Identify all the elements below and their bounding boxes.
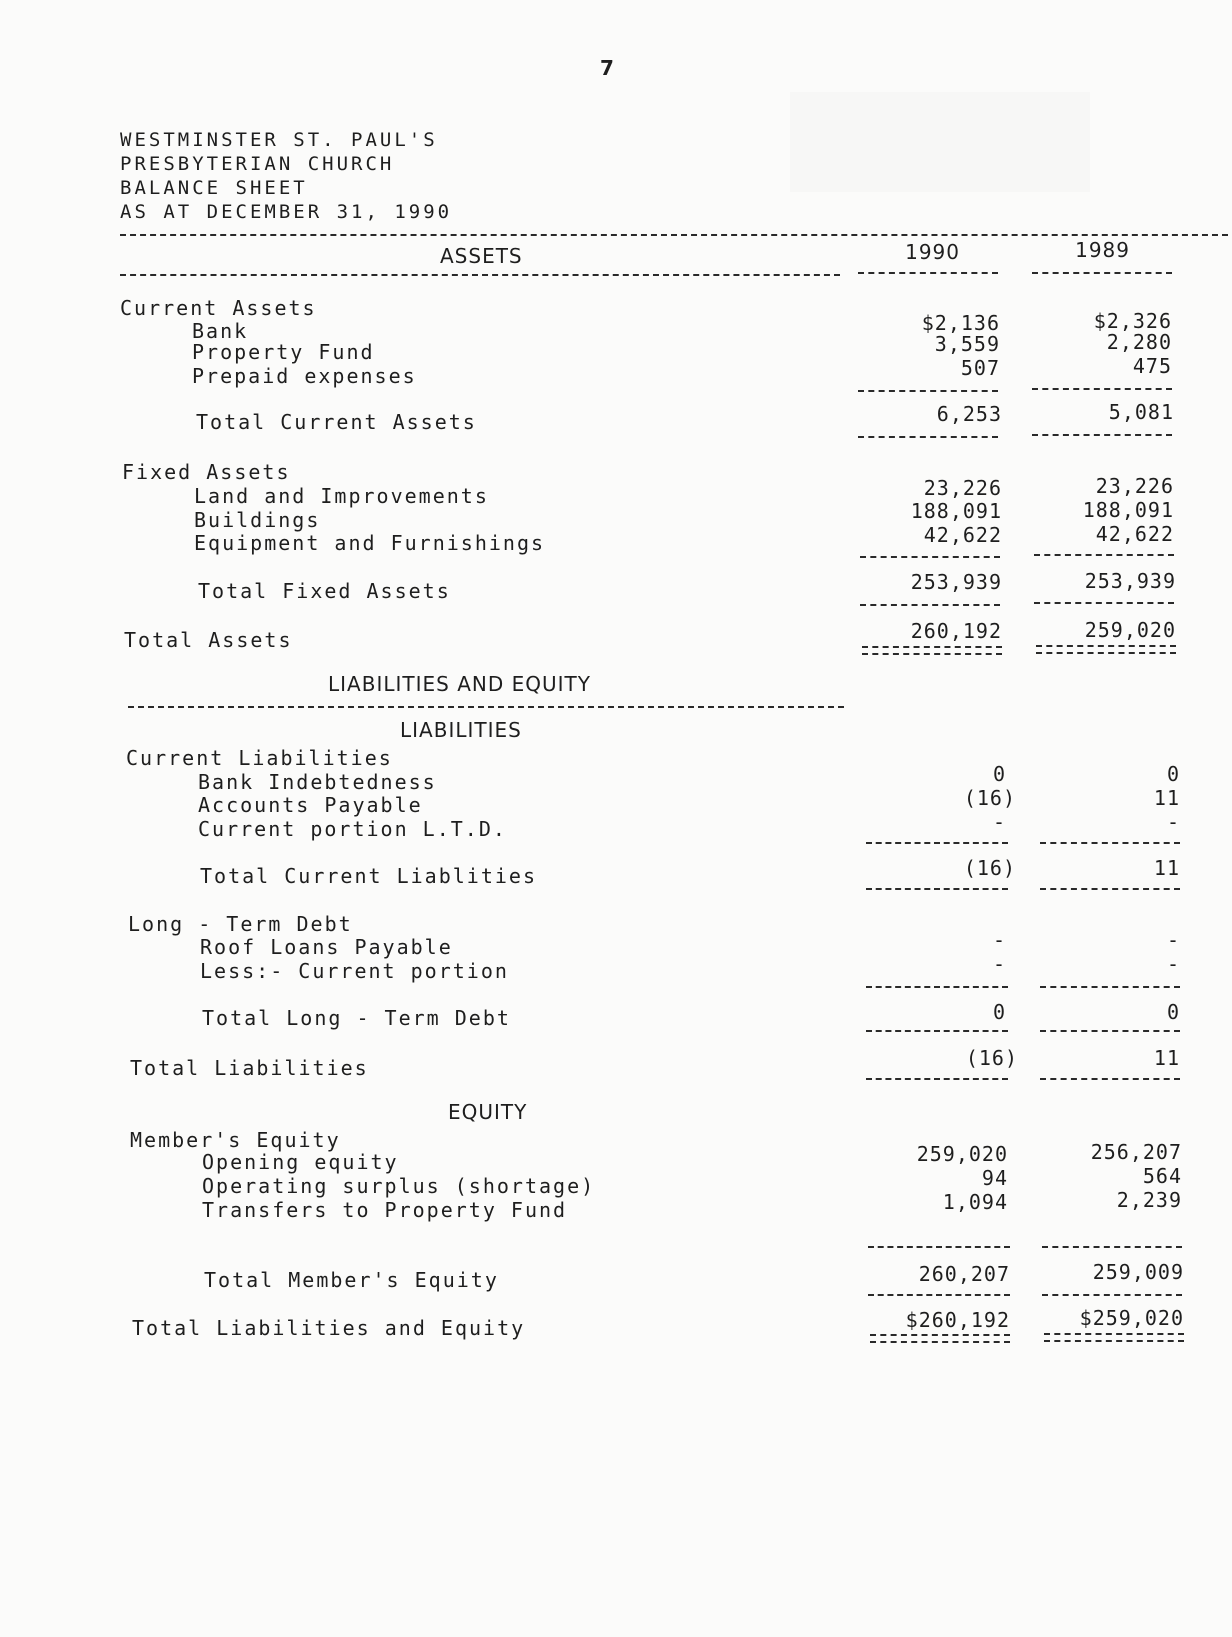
- subtotal-rule-fixed-col1: [860, 556, 1000, 558]
- value-1989-bank: $2,326: [1093, 309, 1172, 333]
- equity-heading: EQUITY: [448, 1100, 528, 1124]
- page-number: 7: [600, 56, 615, 80]
- section-label-long-term-debt: Long - Term Debt: [128, 912, 353, 936]
- row-label-buildings: Buildings: [194, 508, 321, 532]
- value-1990-total-members-equity: 260,207: [918, 1262, 1010, 1286]
- section-label-current-assets: Current Assets: [120, 296, 317, 320]
- total-rule-fixed-col2: [1034, 602, 1174, 604]
- subtotal-rule-cl-col2: [1040, 842, 1180, 844]
- value-1990-total-liabilities-equity: $260,192: [905, 1308, 1010, 1332]
- value-1990-property-fund: 3,559: [934, 332, 1000, 356]
- row-label-equipment-furnishings: Equipment and Furnishings: [194, 531, 546, 555]
- assets-heading: ASSETS: [440, 244, 523, 268]
- section-label-current-liabilities: Current Liabilities: [126, 746, 393, 770]
- total-rule-equity-col2: [1042, 1294, 1182, 1296]
- subtotal-rule-equity-col1: [868, 1246, 1010, 1248]
- value-1989-total-current-liabilities: 11: [1153, 856, 1180, 880]
- value-1989-transfers-property-fund: 2,239: [1116, 1188, 1182, 1212]
- value-1990-equipment-furnishings: 42,622: [923, 523, 1002, 547]
- value-1990-total-current-assets: 6,253: [936, 402, 1002, 426]
- subtotal-rule-equity-col2: [1042, 1246, 1182, 1248]
- value-1990-bank-indebtedness: 0: [992, 762, 1006, 786]
- row-label-total-liabilities-equity: Total Liabilities and Equity: [132, 1316, 526, 1340]
- value-1990-total-liabilities: (16): [965, 1046, 1018, 1070]
- value-1990-bank: $2,136: [921, 311, 1000, 335]
- bleed-through-shadow: [790, 92, 1090, 192]
- value-1990-less-current-portion: -: [992, 952, 1006, 976]
- row-label-property-fund: Property Fund: [192, 340, 375, 364]
- value-1990-land-improvements: 23,226: [923, 476, 1002, 500]
- total-rule-fixed-col1: [860, 604, 1000, 606]
- value-1989-operating-surplus: 564: [1142, 1164, 1182, 1188]
- value-1989-current-portion-ltd: -: [1166, 810, 1180, 834]
- section-label-members-equity: Member's Equity: [130, 1128, 341, 1152]
- value-1990-prepaid-expenses: 507: [960, 356, 1000, 380]
- value-1990-total-fixed-assets: 253,939: [910, 570, 1002, 594]
- subtotal-rule-ltd-col2: [1040, 986, 1180, 988]
- total-rule-liabilities-col1: [866, 1078, 1008, 1080]
- column-header-1989: 1989: [1075, 238, 1130, 262]
- total-rule-ltd-col1: [866, 1030, 1008, 1032]
- subtotal-rule-fixed-col2: [1034, 554, 1174, 556]
- value-1989-total-liabilities: 11: [1153, 1046, 1180, 1070]
- header-rule-top: [120, 234, 1228, 236]
- value-1989-total-members-equity: 259,009: [1092, 1260, 1184, 1284]
- row-label-total-members-equity: Total Member's Equity: [204, 1268, 499, 1292]
- row-label-total-current-assets: Total Current Assets: [196, 410, 477, 434]
- value-1990-opening-equity: 259,020: [916, 1142, 1008, 1166]
- section-label-fixed-assets: Fixed Assets: [122, 460, 291, 484]
- row-label-total-fixed-assets: Total Fixed Assets: [198, 579, 451, 603]
- row-label-total-current-liabilities: Total Current Liablities: [200, 864, 537, 888]
- row-label-prepaid-expenses: Prepaid expenses: [192, 364, 417, 388]
- value-1990-operating-surplus: 94: [981, 1166, 1008, 1190]
- total-rule-col2: [1032, 434, 1172, 436]
- value-1989-total-fixed-assets: 253,939: [1084, 569, 1176, 593]
- column-header-1990: 1990: [905, 240, 960, 264]
- value-1989-equipment-furnishings: 42,622: [1095, 522, 1174, 546]
- subtotal-rule-cl-col1: [866, 842, 1008, 844]
- row-label-total-liabilities: Total Liabilities: [130, 1056, 369, 1080]
- total-rule-cl-col2: [1040, 888, 1180, 890]
- value-1989-roof-loans: -: [1166, 928, 1180, 952]
- row-label-less-current-portion: Less:- Current portion: [200, 959, 509, 983]
- total-rule-col1: [858, 436, 998, 438]
- row-label-total-assets: Total Assets: [124, 628, 293, 652]
- value-1990-transfers-property-fund: 1,094: [942, 1190, 1008, 1214]
- liabilities-heading: LIABILITIES: [400, 718, 522, 742]
- row-label-roof-loans: Roof Loans Payable: [200, 935, 453, 959]
- total-rule-equity-col1: [868, 1294, 1010, 1296]
- double-rule-total-assets-col1: [862, 646, 1002, 655]
- title-line-3: BALANCE SHEET: [120, 177, 308, 199]
- liabilities-equity-heading: LIABILITIES AND EQUITY: [328, 672, 591, 696]
- header-rule-bottom-left: [120, 274, 840, 276]
- header-rule-bottom-col1: [858, 272, 998, 274]
- value-1989-total-liabilities-equity: $259,020: [1079, 1306, 1184, 1330]
- row-label-total-long-term-debt: Total Long - Term Debt: [202, 1006, 511, 1030]
- value-1989-bank-indebtedness: 0: [1166, 762, 1180, 786]
- row-label-bank: Bank: [192, 319, 249, 343]
- value-1989-prepaid-expenses: 475: [1132, 354, 1172, 378]
- value-1989-total-current-assets: 5,081: [1108, 400, 1174, 424]
- row-label-transfers-property-fund: Transfers to Property Fund: [202, 1198, 568, 1222]
- row-label-land-improvements: Land and Improvements: [194, 484, 489, 508]
- value-1989-total-long-term-debt: 0: [1166, 1000, 1180, 1024]
- liabilities-rule: [128, 706, 844, 708]
- value-1989-opening-equity: 256,207: [1090, 1140, 1182, 1164]
- value-1990-total-assets: 260,192: [910, 619, 1002, 643]
- subtotal-rule-col2: [1032, 388, 1172, 390]
- value-1990-total-long-term-debt: 0: [992, 1000, 1006, 1024]
- total-rule-liabilities-col2: [1040, 1078, 1180, 1080]
- row-label-opening-equity: Opening equity: [202, 1150, 399, 1174]
- value-1989-accounts-payable: 11: [1153, 786, 1180, 810]
- value-1990-roof-loans: -: [992, 928, 1006, 952]
- subtotal-rule-ltd-col1: [866, 986, 1008, 988]
- row-label-operating-surplus: Operating surplus (shortage): [202, 1174, 596, 1198]
- row-label-bank-indebtedness: Bank Indebtedness: [198, 770, 437, 794]
- value-1989-less-current-portion: -: [1166, 952, 1180, 976]
- value-1989-property-fund: 2,280: [1106, 330, 1172, 354]
- title-line-1: WESTMINSTER ST. PAUL'S: [120, 129, 438, 151]
- value-1990-current-portion-ltd: -: [992, 810, 1006, 834]
- double-rule-total-assets-col2: [1036, 645, 1176, 654]
- title-line-2: PRESBYTERIAN CHURCH: [120, 153, 395, 175]
- value-1989-buildings: 188,091: [1082, 498, 1174, 522]
- header-rule-bottom-col2: [1032, 272, 1172, 274]
- value-1990-total-current-liabilities: (16): [963, 856, 1016, 880]
- subtotal-rule-col1: [858, 390, 998, 392]
- total-rule-cl-col1: [866, 888, 1008, 890]
- total-rule-ltd-col2: [1040, 1030, 1180, 1032]
- value-1990-accounts-payable: (16): [963, 786, 1016, 810]
- row-label-accounts-payable: Accounts Payable: [198, 793, 423, 817]
- double-rule-total-le-col1: [870, 1334, 1010, 1343]
- double-rule-total-le-col2: [1044, 1333, 1184, 1342]
- title-line-4: AS AT DECEMBER 31, 1990: [120, 201, 453, 223]
- value-1989-land-improvements: 23,226: [1095, 474, 1174, 498]
- row-label-current-portion-ltd: Current portion L.T.D.: [198, 817, 507, 841]
- value-1989-total-assets: 259,020: [1084, 618, 1176, 642]
- value-1990-buildings: 188,091: [910, 499, 1002, 523]
